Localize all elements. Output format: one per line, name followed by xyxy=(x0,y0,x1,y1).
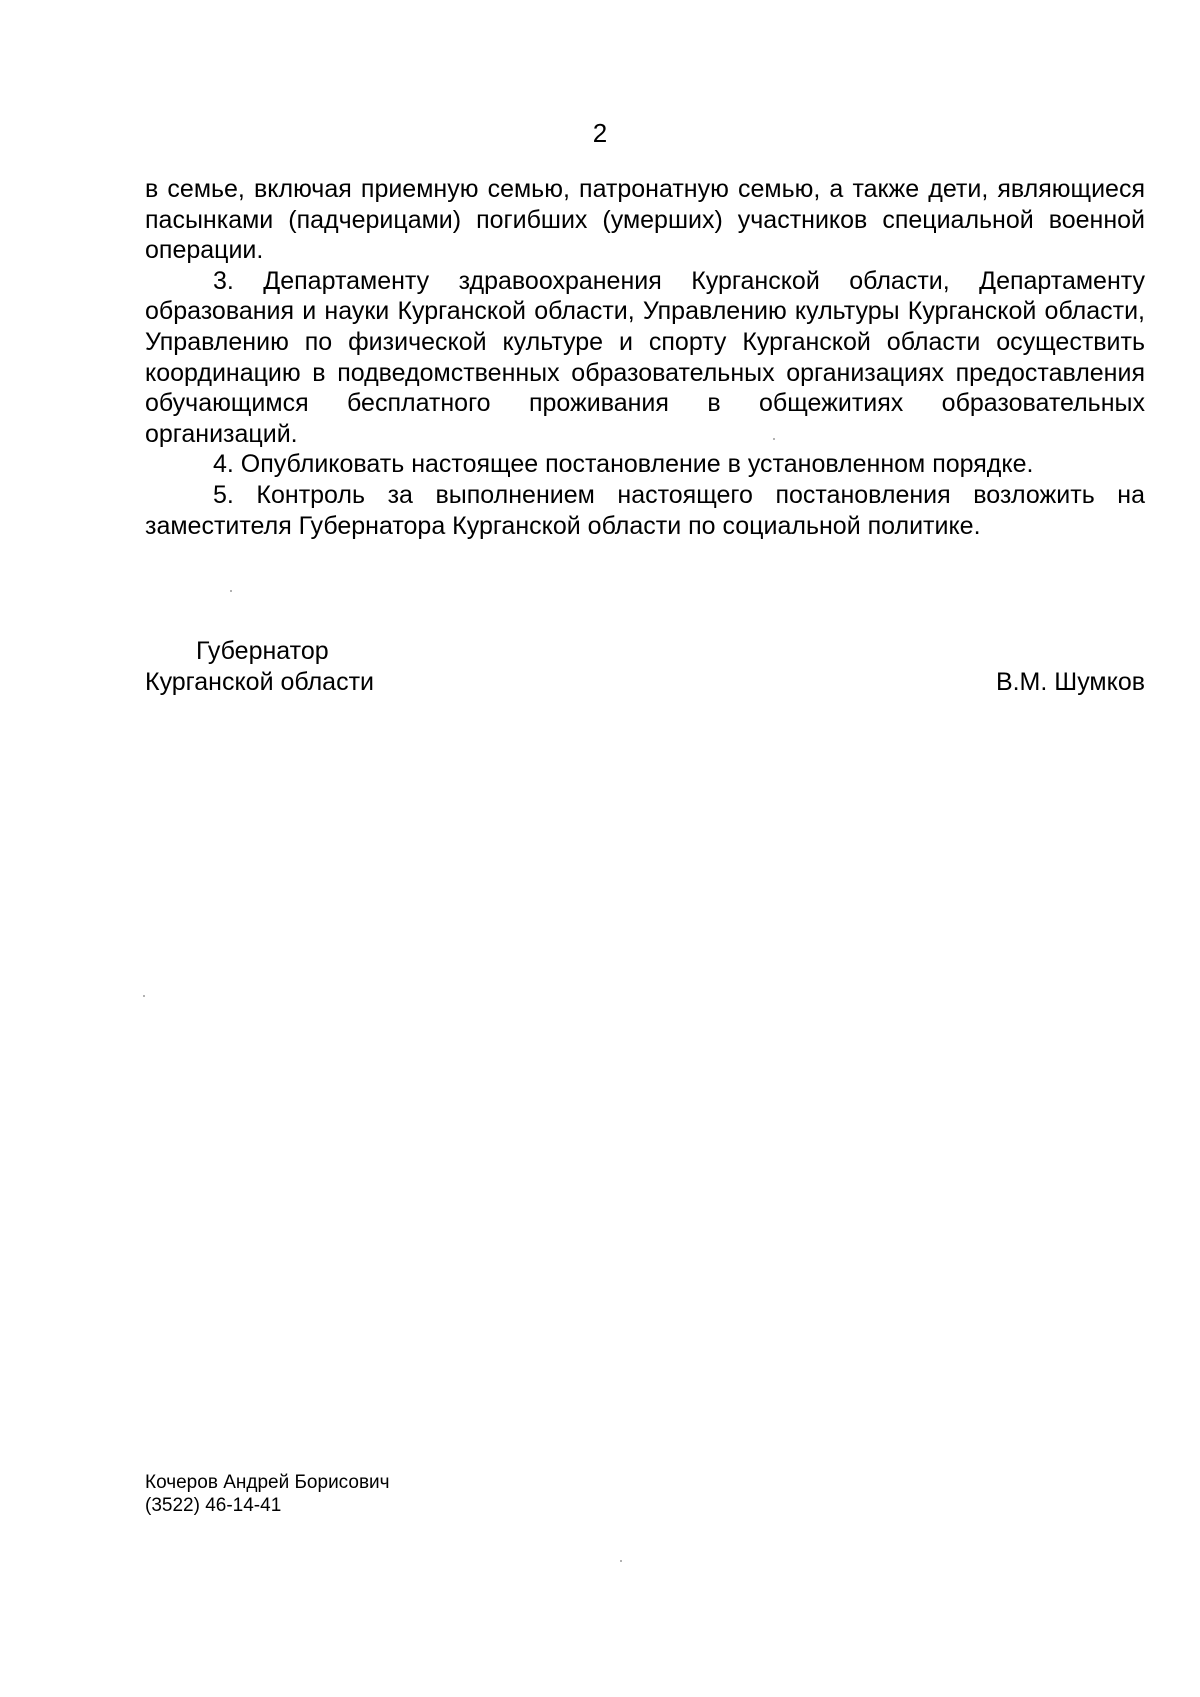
paragraph-continuation: в семье, включая приемную семью, патронатную семью, а также дети, являющиеся пасынками (падчерицами) погибших (умерших) участников специальной военной операции. xyxy=(145,175,1145,265)
document-body xyxy=(145,174,1145,541)
paragraph-item-3: 3. Департаменту здравоохранения Курганской области, Департаменту образования и науки Курганской области, Управлению культуры Курганской области, Управлению по физической культуре и спорту Курганской области осуществить координацию в подведомственных образовательных организациях предоставления обучающимся бесплатного проживания в общежитиях образовательных организаций. xyxy=(145,266,1145,448)
scan-speck xyxy=(773,438,775,440)
scan-speck xyxy=(620,1560,622,1562)
signature-block xyxy=(145,636,1145,698)
signatory-title-line1: Губернатор xyxy=(196,637,329,665)
paragraph-item-4: 4. Опубликовать настоящее постановление в установленном порядке. xyxy=(213,450,1034,479)
executor-name: Кочеров Андрей Борисович xyxy=(145,1472,390,1493)
page-number: 2 xyxy=(592,118,608,148)
signatory-title-line2: Курганской области xyxy=(145,668,375,696)
scan-speck xyxy=(230,590,232,592)
signatory-name: В.М. Шумков xyxy=(995,668,1145,696)
executor-block xyxy=(145,1471,390,1517)
paragraph-item-5: 5. Контроль за выполнением настоящего постановления возложить на заместителя Губернатора Курганской области по социальной политике. xyxy=(145,480,1145,540)
executor-phone: (3522) 46-14-41 xyxy=(145,1495,282,1516)
scan-speck xyxy=(143,995,145,997)
